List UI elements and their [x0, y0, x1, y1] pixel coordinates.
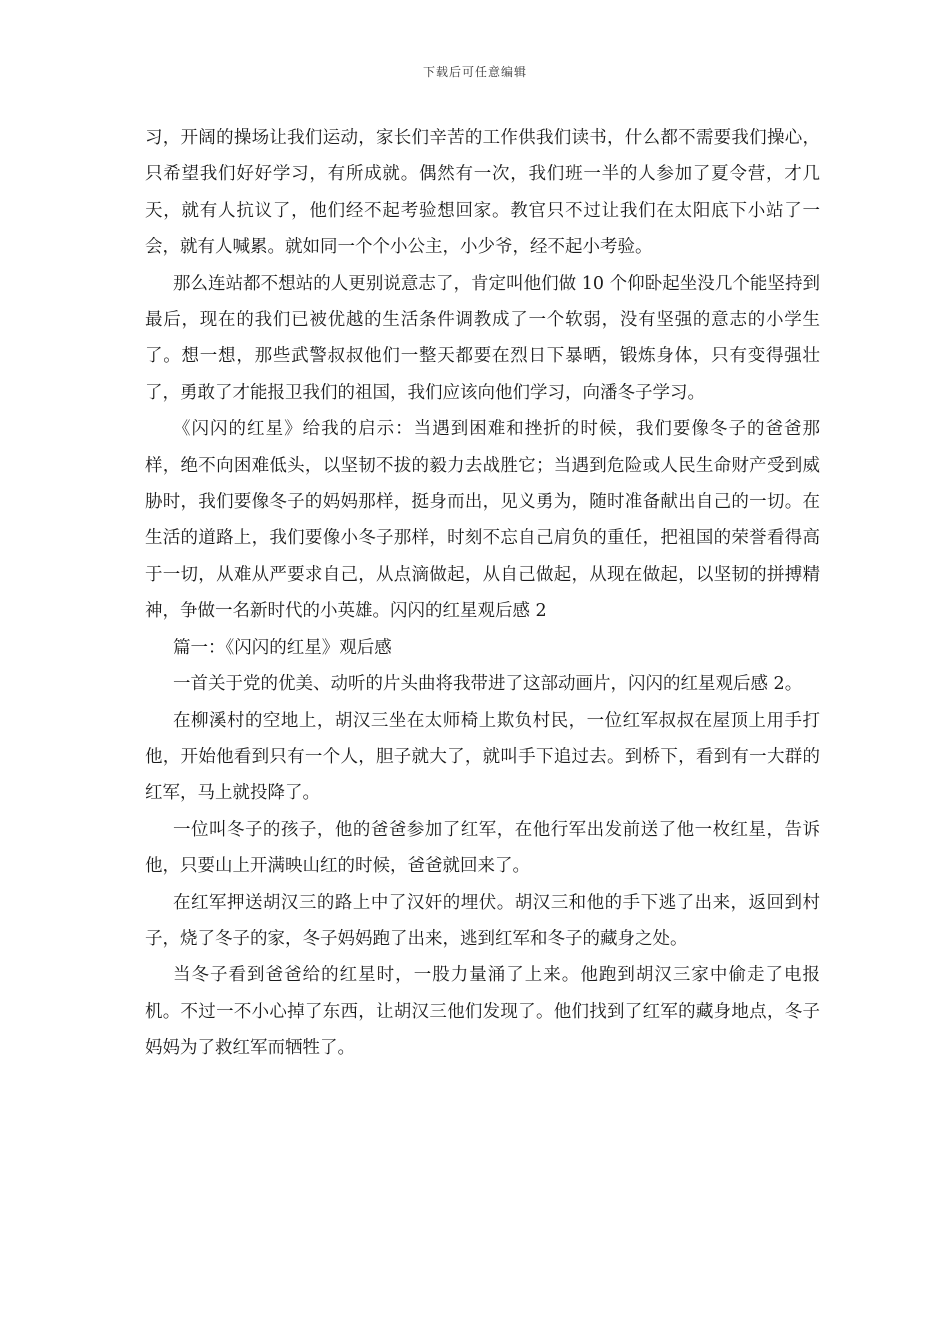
paragraph: 在柳溪村的空地上，胡汉三坐在太师椅上欺负村民，一位红军叔叔在屋顶上用手打他，开始他看到只有一个人，胆子就大了，就叫手下追过去。到桥下，看到有一大群的红军，马上就投降了。	[145, 710, 820, 804]
paragraph: 一首关于党的优美、动听的片头曲将我带进了这部动画片，闪闪的红星观后感 2。	[173, 674, 803, 695]
page-header: 下载后可任意编辑	[422, 65, 527, 79]
paragraph: 一位叫冬子的孩子，他的爸爸参加了红军，在他行军出发前送了他一枚红星，告诉他，只要山上开满映山红的时候，爸爸就回来了。	[145, 819, 820, 877]
paragraph: 当冬子看到爸爸给的红星时，一股力量涌了上来。他跑到胡汉三家中偷走了电报机。不过一不小心掉了东西，让胡汉三他们发现了。他们找到了红军的藏身地点，冬子妈妈为了救红军而牺牲了。	[145, 965, 820, 1059]
section-heading: 篇一：《闪闪的红星》观后感	[173, 637, 392, 658]
paragraph: 在红军押送胡汉三的路上中了汉奸的埋伏。胡汉三和他的手下逃了出来，返回到村子，烧了冬子的家，冬子妈妈跑了出来，逃到红军和冬子的藏身之处。	[145, 892, 820, 949]
paragraph: 《闪闪的红星》给我的启示：当遇到困难和挫折的时候，我们要像冬子的爸爸那样，绝不向困难低头，以坚韧不拔的毅力去战胜它；当遇到危险或人民生命财产受到威胁时，我们要像冬子的妈妈那样，挺身而出，见义勇为，随时准备献出自己的一切。在生活的道路上，我们要像小冬子那样，时刻不忘自己肩负的重任，把祖国的荣誉看得高于一切，从难从严要求自己，从点滴做起，从自己做起，从现在做起，以坚韧的拼搏精神，争做一名新时代的小英雄。闪闪的红星观后感 2	[145, 419, 820, 622]
paragraph-continued: 习，开阔的操场让我们运动，家长们辛苦的工作供我们读书，什么都不需要我们操心，只希望我们好好学习，有所成就。偶然有一次，我们班一半的人参加了夏令营，才几天，就有人抗议了，他们经不起考验想回家。教官只不过让我们在太阳底下小站了一会，就有人喊累。就如同一个个小公主，小少爷，经不起小考验。	[145, 128, 820, 258]
paragraph: 那么连站都不想站的人更别说意志了，肯定叫他们做 10 个仰卧起坐没几个能坚持到最后，现在的我们已被优越的生活条件调教成了一个软弱，没有坚强的意志的小学生了。想一想，那些武警叔叔他们一整天都要在烈日下暴晒，锻炼身体，只有变得强壮了，勇敢了才能报卫我们的祖国，我们应该向他们学习，向潘冬子学习。	[145, 273, 820, 403]
document-body	[145, 120, 820, 1067]
